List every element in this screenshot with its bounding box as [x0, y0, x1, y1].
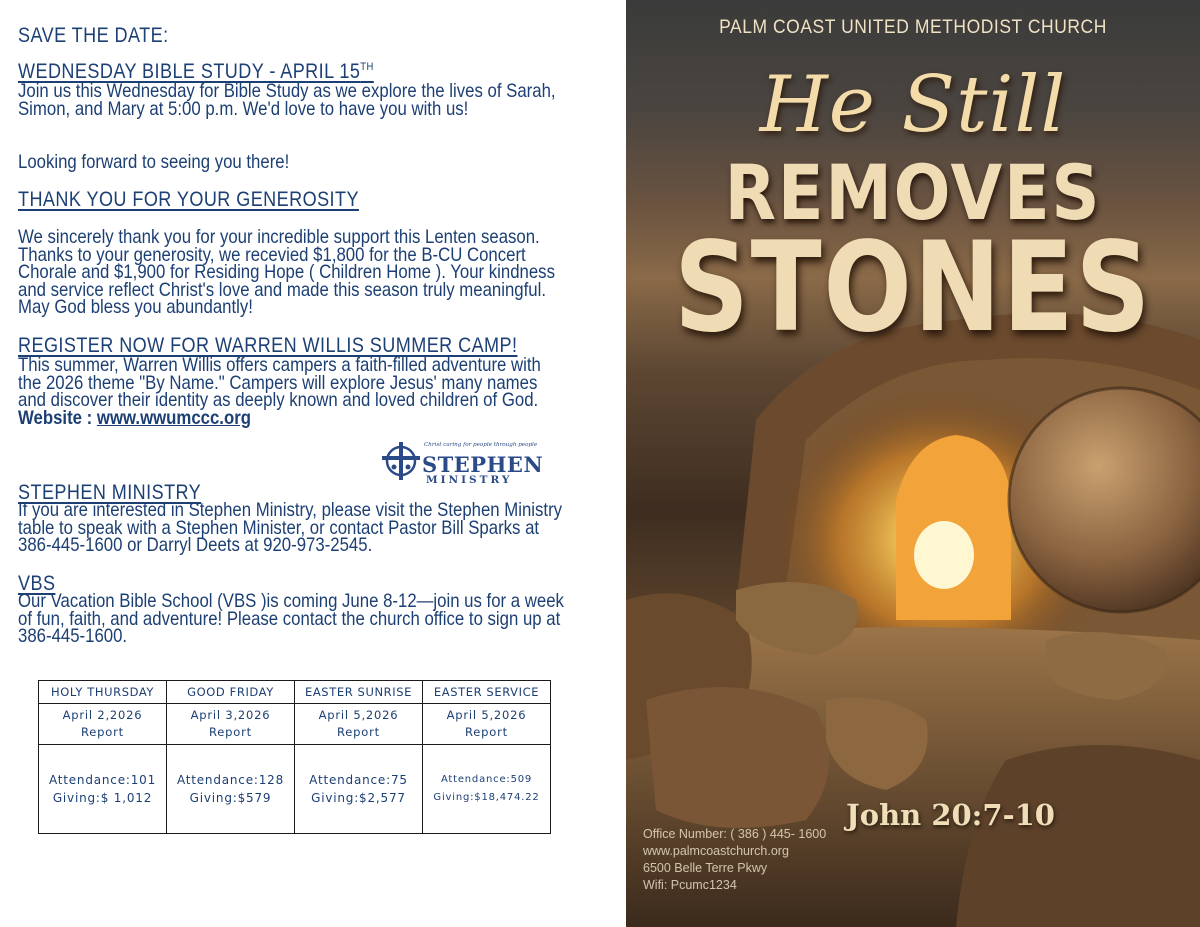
- stephen-heading: STEPHEN MINISTRY: [18, 481, 202, 504]
- church-address: 6500 Belle Terre Pkwy: [643, 861, 768, 875]
- camp-body: [18, 354, 568, 429]
- attendance-text: Attendance:128: [176, 773, 285, 787]
- table-header-row: [39, 681, 551, 704]
- camp-website: [18, 406, 568, 429]
- vbs-heading: VBS: [18, 572, 56, 595]
- stephen-body: [18, 499, 568, 556]
- attendance-text: Attendance:509: [440, 774, 533, 785]
- stephen-cross-icon: [382, 442, 420, 480]
- office-number: Office Number: ( 386 ) 445- 1600: [643, 827, 827, 841]
- save-the-date-heading: SAVE THE DATE:: [18, 24, 169, 47]
- wifi-info: Wifi: Pcumc1234: [643, 878, 737, 892]
- report-label: Report: [465, 725, 508, 739]
- bible-study-heading-text: WEDNESDAY BIBLE STUDY - APRIL 15: [18, 60, 361, 83]
- report-label: Report: [337, 725, 380, 739]
- attendance-text: Attendance:75: [309, 773, 408, 787]
- stephen-text: If you are interested in Stephen Ministry, please visit the Stephen Ministry table to speak with a Stephen Minister, or contact Pastor Bill Sparks at 386-445-1600 or Darryl Deets at 920-973-2545.: [18, 499, 563, 556]
- thanks-text: We sincerely thank you for your incredible support this Lenten season. Thanks to your generosity, we recevied $1,800 for the B-CU Concert Chorale and $1,900 for Residing Hope ( Children Home ). Your kindness and service reflect Christ's love and made this season truly meaningful. May God bless you abundantly!: [18, 226, 555, 318]
- table-cell-stats: [423, 745, 551, 834]
- table-header: EASTER SERVICE: [423, 681, 551, 704]
- giving-text: Giving:$2,577: [311, 791, 406, 805]
- table-cell-stats: [167, 745, 295, 834]
- table-header: HOLY THURSDAY: [39, 681, 167, 704]
- report-label: Report: [81, 725, 124, 739]
- table-row: [39, 745, 551, 834]
- table-row: [39, 704, 551, 745]
- giving-text: Giving:$579: [189, 791, 272, 805]
- cover-title-removes: REMOVES: [724, 148, 1102, 237]
- tomb-light: [914, 521, 974, 589]
- table-header: GOOD FRIDAY: [167, 681, 295, 704]
- thanks-body: [18, 226, 568, 318]
- giving-text: Giving:$18,474.22: [433, 792, 540, 803]
- thanks-heading: THANK YOU FOR YOUR GENEROSITY: [18, 188, 359, 211]
- camp-website-label: Website :: [18, 406, 93, 429]
- vbs-body: [18, 590, 568, 647]
- report-label: Report: [209, 725, 252, 739]
- stephen-ministry-logo: [382, 440, 544, 490]
- bible-study-body: [18, 80, 568, 120]
- attendance-text: Attendance:101: [48, 773, 157, 787]
- bible-study-text: Join us this Wednesday for Bible Study as we explore the lives of Sarah, Simon, and Mary at 5:00 p.m. We'd love to have you with us!: [18, 80, 556, 120]
- camp-website-link[interactable]: www.wwumccc.org: [96, 406, 251, 429]
- contact-info: [643, 826, 826, 894]
- scripture-reference: John 20:7-10: [846, 798, 1055, 832]
- cover-panel: [626, 0, 1200, 927]
- stephen-logo-tagline: Christ caring for people through people: [424, 442, 538, 448]
- date-text: April 5,2026: [318, 708, 399, 722]
- bible-study-closing: Looking forward to seeing you there!: [18, 151, 290, 173]
- table-cell-date: [39, 704, 167, 745]
- date-text: April 5,2026: [446, 708, 527, 722]
- stephen-logo-sub: MINISTRY: [426, 474, 513, 486]
- table-cell-date: [423, 704, 551, 745]
- church-website[interactable]: www.palmcoastchurch.org: [643, 844, 789, 858]
- table-header: EASTER SUNRISE: [295, 681, 423, 704]
- giving-text: Giving:$ 1,012: [52, 791, 153, 805]
- date-text: April 3,2026: [190, 708, 271, 722]
- church-name: PALM COAST UNITED METHODIST CHURCH: [719, 17, 1107, 38]
- date-text: April 2,2026: [62, 708, 143, 722]
- table-cell-stats: [295, 745, 423, 834]
- vbs-text: Our Vacation Bible School (VBS )is coming June 8-12—join us for a week of fun, faith, and adventure! Please contact the church office to sign up at 386-445-1600.: [18, 590, 564, 647]
- table-cell-date: [167, 704, 295, 745]
- rock: [646, 687, 829, 828]
- camp-text: This summer, Warren Willis offers campers a faith-filled adventure with the 2026 theme "By Name." Campers will explore Jesus' many names and discover their identity as deeply known and loved children of God.: [18, 354, 541, 411]
- camp-heading: REGISTER NOW FOR WARREN WILLIS SUMMER CAMP!: [18, 334, 518, 357]
- bible-study-heading-sup: TH: [360, 61, 374, 73]
- stephen-logo-name: STEPHEN: [422, 452, 544, 477]
- table-cell-date: [295, 704, 423, 745]
- cover-title-stones: STONES: [673, 216, 1153, 360]
- holy-week-report-table: [38, 680, 551, 834]
- cover-title-script: He Still: [759, 60, 1067, 150]
- table-cell-stats: [39, 745, 167, 834]
